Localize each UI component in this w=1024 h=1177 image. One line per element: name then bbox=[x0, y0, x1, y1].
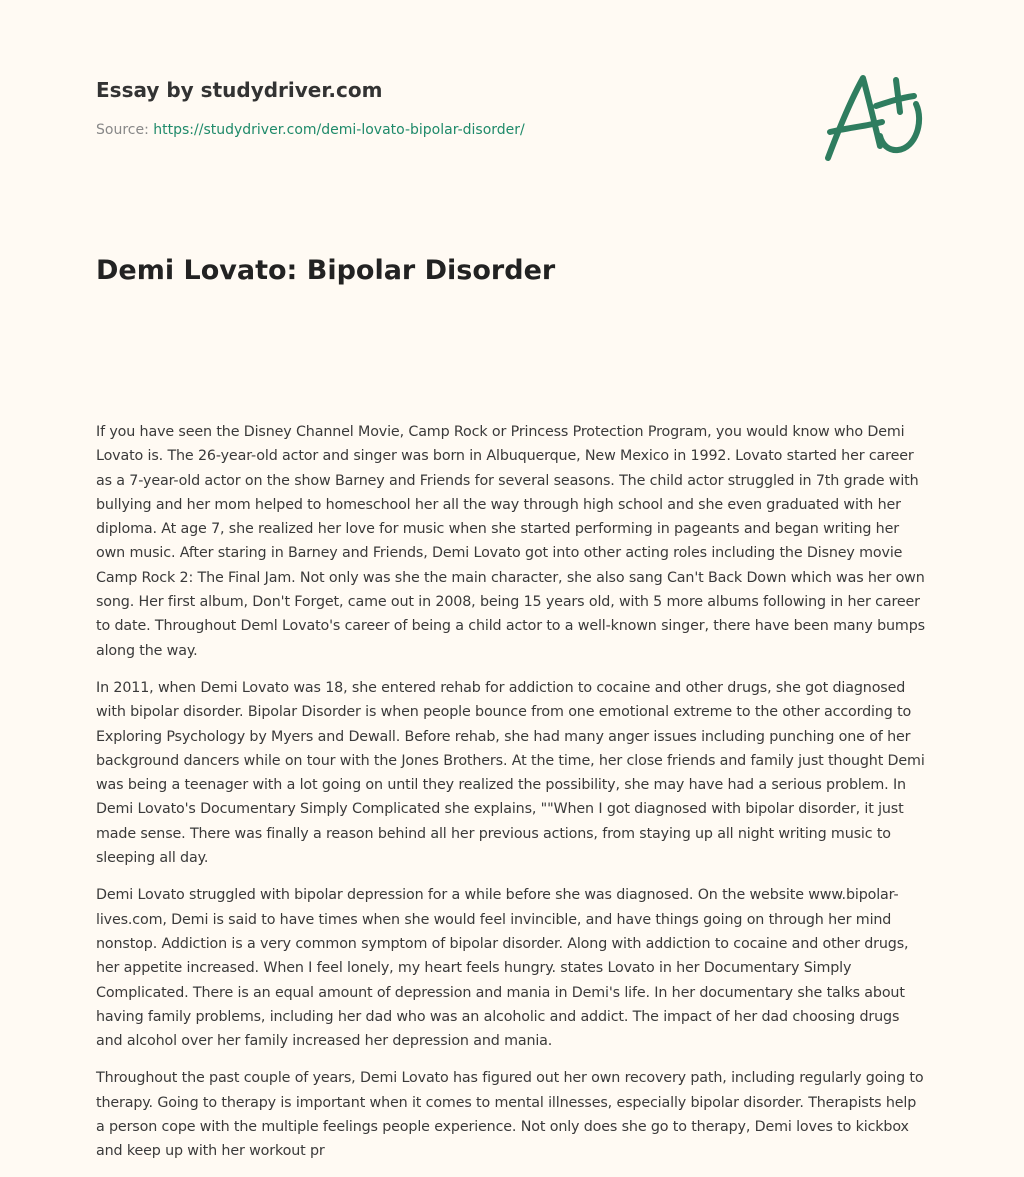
source-line bbox=[96, 122, 525, 138]
essay-paragraph: Throughout the past couple of years, Demi Lovato has figured out her own recovery path, including regularly going to therapy. Going to therapy is important when it comes to mental illnesses, especially bipolar disorder. Therapists help a person cope with the multiple feelings people experience. Not only does she go to therapy, Demi loves to kickbox and keep up with her workout pr bbox=[96, 1070, 924, 1160]
essay-title: Demi Lovato: Bipolar Disorder bbox=[96, 255, 556, 286]
page-header bbox=[96, 78, 525, 138]
source-label: Source: bbox=[96, 122, 149, 138]
essay-paragraph: Demi Lovato struggled with bipolar depression for a while before she was diagnosed. On the website www.bipolar-lives.com, Demi is said to have times when she would feel invincible, and have things going on through her mind nonstop. Addiction is a very common symptom of bipolar disorder. Along with addiction to cocaine and other drugs, her appetite increased. When I feel lonely, my heart feels hungry. states Lovato in her Documentary Simply Complicated. There is an equal amount of depression and mania in Demi's life. In her documentary she talks about having family problems, including her dad who was an alcoholic and addict. The impact of her dad choosing drugs and alcohol over her family increased her depression and mania. bbox=[96, 887, 909, 1050]
essay-body bbox=[96, 420, 926, 1177]
a-plus-logo-icon bbox=[818, 66, 933, 166]
essay-paragraph: If you have seen the Disney Channel Movie, Camp Rock or Princess Protection Program, you would know who Demi Lovato is. The 26-year-old actor and singer was born in Albuquerque, New Mexico in 1992. Lovato started her career as a 7-year-old actor on the show Barney and Friends for several seasons. The child actor struggled in 7th grade with bullying and her mom helped to homeschool her all the way through high school and she even graduated with her diploma. At age 7, she realized her love for music when she started performing in pageants and began writing her own music. After staring in Barney and Friends, Demi Lovato got into other acting roles including the Disney movie Camp Rock 2: The Final Jam. Not only was she the main character, she also sang Can't Back Down which was her own song. Her first album, Don't Forget, came out in 2008, being 15 years old, with 5 more albums following in her career to date. Throughout Deml Lovato's career of being a child actor to a well-known singer, there have been many bumps along the way. bbox=[96, 424, 925, 659]
brand-title: Essay by studydriver.com bbox=[96, 78, 383, 102]
source-link[interactable]: https://studydriver.com/demi-lovato-bipolar-disorder/ bbox=[153, 122, 525, 138]
essay-paragraph: In 2011, when Demi Lovato was 18, she entered rehab for addiction to cocaine and other drugs, she got diagnosed with bipolar disorder. Bipolar Disorder is when people bounce from one emotional extreme to the other according to Exploring Psychology by Myers and Dewall. Before rehab, she had many anger issues including punching one of her background dancers while on tour with the Jones Brothers. At the time, her close friends and family just thought Demi was being a teenager with a lot going on until they realized the possibility, she may have had a serious problem. In Demi Lovato's Documentary Simply Complicated she explains, ""When I got diagnosed with bipolar disorder, it just made sense. There was finally a reason behind all her previous actions, from staying up all night writing music to sleeping all day. bbox=[96, 679, 925, 867]
